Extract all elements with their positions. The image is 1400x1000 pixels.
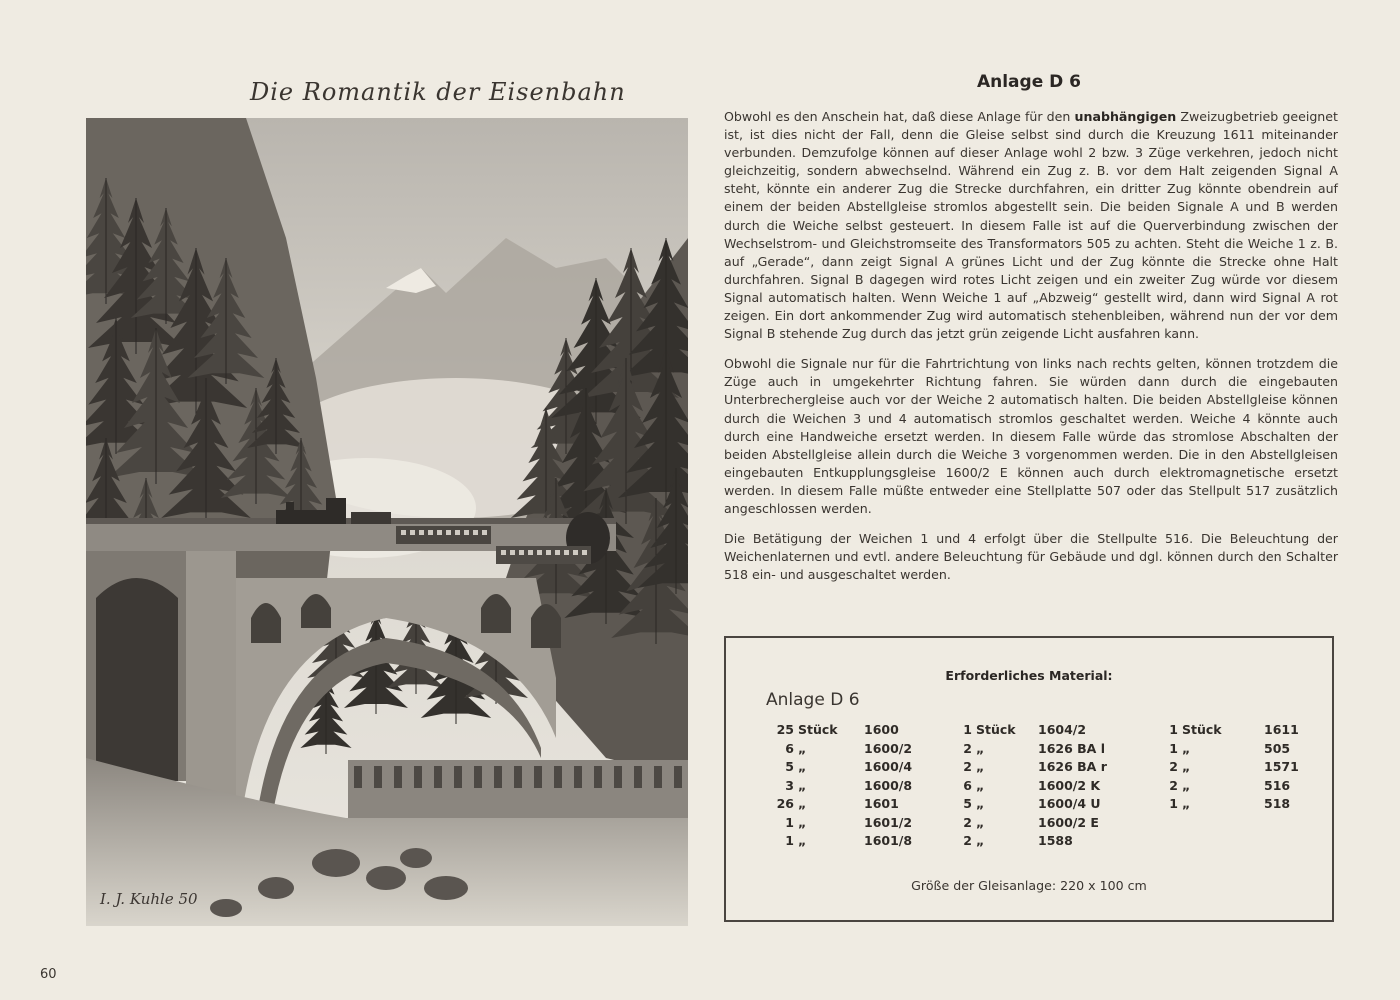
part-number: 1571 — [1264, 759, 1299, 774]
part-number: 516 — [1264, 777, 1291, 793]
quantity: 2 — [963, 759, 972, 774]
quantity: 5 — [963, 796, 972, 811]
unit: „ — [1182, 796, 1191, 811]
part-number: 1611 — [1264, 722, 1299, 737]
unit: „ — [798, 759, 807, 774]
part-number: 1601 — [864, 796, 899, 811]
quantity: 2 — [1169, 759, 1178, 774]
part-number: 1600/2 — [864, 740, 913, 756]
paragraph — [724, 108, 1338, 343]
description-text — [724, 108, 1338, 596]
part-number: 1588 — [1038, 833, 1073, 848]
material-heading: Erforderliches Material: — [945, 668, 1113, 683]
unit: „ — [798, 777, 807, 793]
part-number: 518 — [1264, 796, 1291, 811]
part-number: 1601/2 — [864, 814, 913, 830]
unit: Stück — [1182, 722, 1222, 737]
quantity: 1 — [785, 814, 794, 830]
quantity: 1 — [1169, 796, 1178, 811]
unit: „ — [798, 814, 807, 830]
unit: „ — [1182, 740, 1191, 756]
unit: „ — [976, 833, 985, 848]
unit: „ — [1182, 759, 1191, 774]
quantity: 1 — [1169, 740, 1178, 756]
part-number: 1601/8 — [864, 833, 913, 848]
part-number: 1600/2 E — [1038, 814, 1099, 830]
quantity: 25 — [776, 722, 794, 737]
material-list-box — [724, 636, 1334, 922]
unit: „ — [798, 740, 807, 756]
quantity: 1 — [785, 833, 794, 848]
artist-signature: I. J. Kuhle 50 — [100, 890, 198, 908]
quantity: 5 — [785, 759, 794, 774]
unit: „ — [976, 759, 985, 774]
quantity: 3 — [785, 777, 794, 793]
section-title: Anlage D 6 — [976, 72, 1082, 92]
text-run: Obwohl die Signale nur für die Fahrtrichtung von links nach rechts gelten, können trotzdem die Züge auch in umgekehrter Richtung fahren. Sie würden dann durch die eingebauten Unterbrechergleise auch vor der Weiche 2 automatisch halten. Die beiden Abstellgleise können durch die Weichen 3 und 4 automatisch stromlos geschaltet werden. Weiche 4 könnte auch durch eine Handweiche ersetzt werden. In diesem Falle würde das stromlose Abschalten der beiden Abstellgleise allein durch die Weiche 3 vorgenommen werden. Die in den Abstellgleisen eingebauten Entkupplungsgleise 1600/2 E können auch durch elektromagnetische ersetzt werden. In diesem Falle müßte entweder eine Stellplatte 507 oder das Stellpult 517 zusätzlich angeschlossen werden. — [724, 356, 1338, 516]
paragraph — [724, 355, 1338, 518]
part-number: 1604/2 — [1038, 722, 1087, 737]
part-number: 1600/2 K — [1038, 777, 1101, 793]
unit: „ — [976, 740, 985, 756]
part-number: 1600/4 — [864, 759, 913, 774]
part-number: 1600/4 U — [1038, 796, 1101, 811]
railway-viaduct-illustration — [86, 118, 688, 926]
illustration-caption: Die Romantik der Eisenbahn — [250, 78, 626, 106]
unit: Stück — [798, 722, 838, 737]
quantity: 6 — [963, 777, 972, 793]
quantity: 26 — [776, 796, 794, 811]
quantity: 2 — [963, 740, 972, 756]
quantity: 1 — [963, 722, 972, 737]
unit: „ — [976, 777, 985, 793]
layout-size-note: Größe der Gleisanlage: 220 x 100 cm — [911, 878, 1147, 893]
part-number: 1600 — [864, 722, 899, 737]
part-number: 1626 BA r — [1038, 759, 1107, 774]
part-number: 1626 BA l — [1038, 740, 1105, 756]
material-subtitle: Anlage D 6 — [766, 690, 860, 710]
unit: Stück — [976, 722, 1016, 737]
unit: „ — [1182, 777, 1191, 793]
text-run: unabhängigen — [1074, 109, 1177, 124]
paragraph — [724, 530, 1338, 584]
page-number: 60 — [40, 967, 57, 982]
unit: „ — [976, 814, 985, 830]
quantity: 6 — [785, 740, 794, 756]
quantity: 2 — [963, 814, 972, 830]
unit: „ — [798, 796, 807, 811]
quantity: 2 — [963, 833, 972, 848]
text-run: Zweizugbetrieb geeignet ist, ist dies nicht der Fall, denn die Gleise selbst sind durch die Kreuzung 1611 miteinander verbunden. Demzufolge können auf dieser Anlage wohl 2 bzw. 3 Züge verkehren, jedoch nicht gleichzeitig, sondern abwechselnd. Während ein Zug z. B. vor dem Halt zeigenden Signal A steht, könnte ein anderer Zug die Strecke durchfahren, ein dritter Zug könnte obendrein auf einem der beiden Abstellgleise stromlos abgestellt sein. Die beiden Signale A und B werden durch die Weiche selbst gesteuert. In diesem Falle ist auf die Querverbindung zwischen der Wechselstrom- und Gleichstromseite des Transformators 505 zu achten. Steht die Weiche 1 z. B. auf „Gerade“, dann zeigt Signal A grünes Licht und der Zug könnte die Strecke ohne Halt durchfahren. Signal B dagegen wird rotes Licht zeigen und ein zweiter Zug würde vor diesem Signal automatisch halten. Wenn Weiche 1 auf „Abzweig“ gestellt wird, dann wird Signal A rot zeigen. Ein dort ankommender Zug wird automatisch stehenbleiben, während nun der vor dem Signal B stehende Zug durch das jetzt grün zeigende Licht ausfahren kann. — [724, 109, 1338, 342]
text-run: Die Betätigung der Weichen 1 und 4 erfolgt über die Stellpulte 516. Die Beleuchtung der Weichenlaternen und evtl. andere Beleuchtung für Gebäude und dgl. können durch den Schalter 518 ein- und ausgeschaltet werden. — [724, 531, 1338, 583]
quantity: 2 — [1169, 777, 1178, 793]
quantity: 1 — [1169, 722, 1178, 737]
part-number: 1600/8 — [864, 777, 913, 793]
unit: „ — [976, 796, 985, 811]
unit: „ — [798, 833, 807, 848]
text-run: Obwohl es den Anschein hat, daß diese Anlage für den — [724, 109, 1075, 124]
part-number: 505 — [1264, 740, 1291, 756]
